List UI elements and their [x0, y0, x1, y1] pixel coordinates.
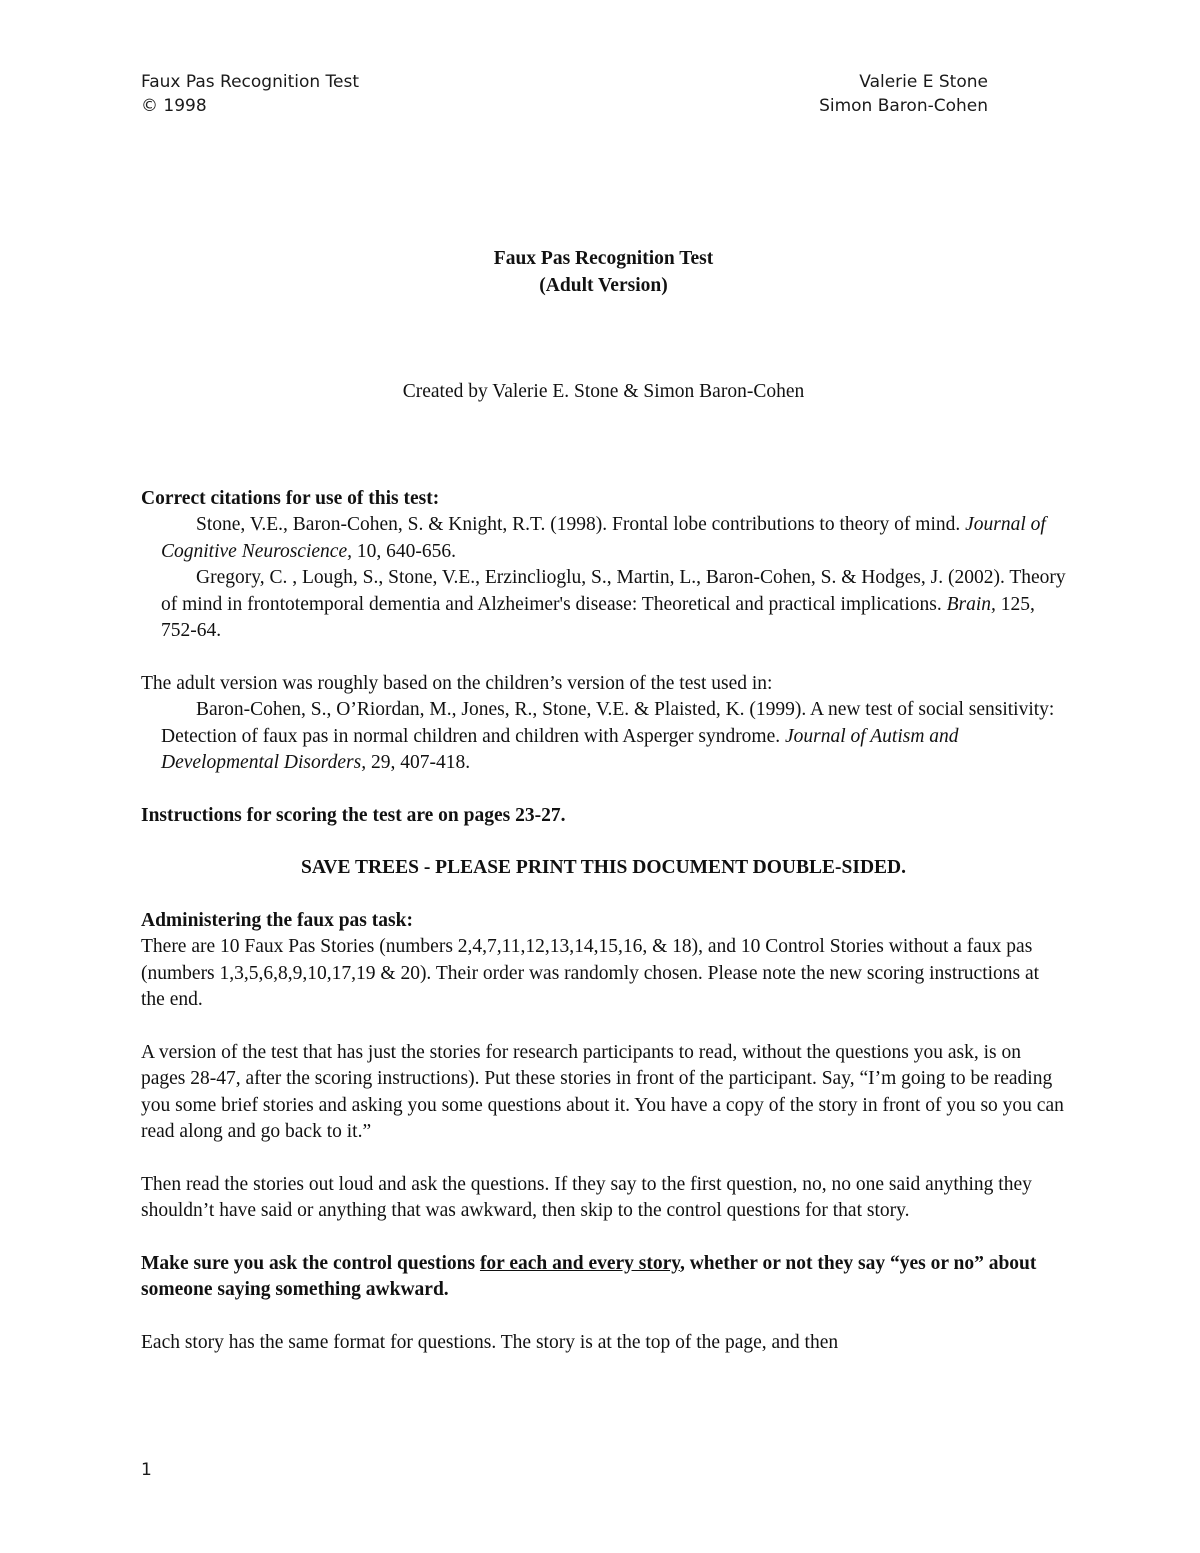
administering-para-1: There are 10 Faux Pas Stories (numbers 2,4,7,11,12,13,14,15,16, & 18), and 10 Control Stories without a faux pas (numbers 1,3,5,6,8,9,10,17,19 & 20). Their order was randomly chosen. Please note the new scoring instructions at the end. [141, 936, 1040, 1010]
header-author-2: Simon Baron-Cohen [819, 96, 988, 116]
header-doc-title: Faux Pas Recognition Test [141, 72, 360, 92]
citation-2-journal: Brain, [946, 593, 996, 615]
administering-para-2: A version of the test that has just the stories for research participants to read, without the questions you ask, is on pages 28-47, after the scoring instructions). Put these stories in front of the participant. Say, “I’m going to be reading you some brief stories and asking you some questions about it. You have a copy of the story in front of you so you can read along and go back to it.” [141, 1041, 1064, 1142]
adult-version-journal: Journal of Autism and Developmental Disorders, [161, 725, 959, 773]
citation-1-journal: Journal of Cognitive Neuroscience, [161, 514, 1046, 562]
doc-title-line2: (Adult Version) [539, 274, 668, 296]
scoring-note: Instructions for scoring the test are on pages 23-27. [141, 804, 566, 826]
emphasis-underlined: for each and every story [479, 1252, 680, 1274]
header-right [819, 70, 988, 118]
document-body [141, 246, 1066, 1356]
administering-heading: Administering the faux pas task: [141, 909, 413, 931]
citations-section [141, 486, 1066, 645]
citations-heading: Correct citations for use of this test: [141, 487, 440, 509]
header-author-1: Valerie E Stone [859, 72, 988, 92]
adult-version-citation: Baron-Cohen, S., O’Riordan, M., Jones, R., Stone, V.E. & Plaisted, K. (1999). A new test of social sensitivity: Detection of faux pas in normal children and children with Asperger syndrome. Journal of Autism and Developmental Disorders, 29, 407-418. [161, 699, 1055, 773]
administering-para-3: Then read the stories out loud and ask the questions. If they say to the first question, no, no one said anything they shouldn’t have said or anything that was awkward, then skip to the control questions for that story. [141, 1173, 1032, 1221]
administering-para-5: Each story has the same format for questions. The story is at the top of the page, and then [141, 1331, 839, 1353]
adult-version-intro: The adult version was roughly based on the children’s version of the test used in: [141, 672, 773, 694]
created-by: Created by Valerie E. Stone & Simon Baron-Cohen [402, 381, 805, 402]
citation-2: Gregory, C. , Lough, S., Stone, V.E., Erzinclioglu, S., Martin, L., Baron-Cohen, S. & Hodges, J. (2002). Theory of mind in frontotemporal dementia and Alzheimer's disease: Theoretical and practical implications. Brain, 125, 752-64. [161, 567, 1066, 641]
adult-version-section [141, 671, 1066, 777]
administering-section [141, 908, 1066, 1357]
citation-1: Stone, V.E., Baron-Cohen, S. & Knight, R.T. (1998). Frontal lobe contributions to theory of mind. Journal of Cognitive Neuroscience, 10, 640-656. [161, 514, 1046, 562]
doc-title-line1: Faux Pas Recognition Test [493, 248, 714, 269]
administering-emphasis: Make sure you ask the control questions for each and every story, whether or not they say “yes or no” about someone saying something awkward. [141, 1252, 1037, 1300]
page-number: 1 [141, 1460, 152, 1480]
header-left [141, 70, 359, 118]
save-trees-notice: SAVE TREES - PLEASE PRINT THIS DOCUMENT DOUBLE-SIDED. [300, 857, 907, 878]
header-copyright: © 1998 [141, 96, 207, 116]
doc-title [141, 246, 1066, 299]
